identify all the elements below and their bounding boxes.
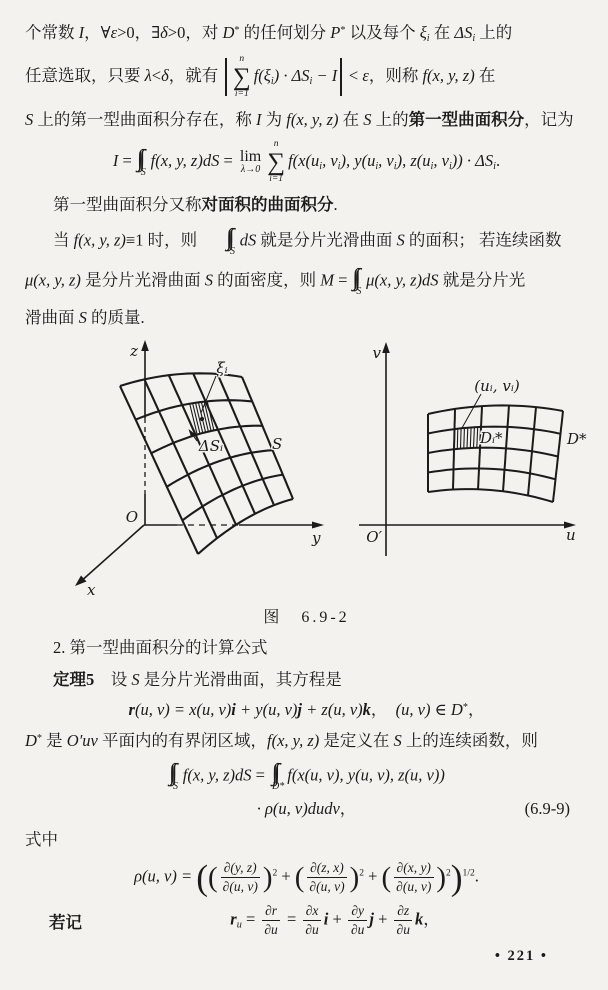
paragraph-line (25, 306, 588, 329)
text-run: f(x(u, v), y(u, v), z(u, v)) (287, 765, 445, 785)
text-run: 设 (94, 669, 132, 689)
text-run: 上的 (371, 110, 409, 130)
text-run: 的面密度，则 (212, 269, 321, 289)
ruo-ji-row (25, 903, 588, 938)
text-run: + (373, 909, 392, 929)
text-run: ， (370, 699, 396, 719)
text-run: i=1 (234, 88, 249, 99)
text-run (240, 149, 261, 175)
text-run: i (426, 33, 430, 45)
text-run: f(x, y, z) (73, 229, 126, 249)
text-run: = (282, 909, 301, 929)
text-run: = (251, 765, 270, 785)
text-run: i (493, 161, 496, 173)
text-run: ∂z (394, 903, 412, 921)
text-run: 在 (338, 110, 364, 130)
text-run: ， (339, 798, 357, 818)
text-run (340, 58, 342, 96)
text-run: I (256, 110, 262, 130)
text-run (225, 58, 227, 96)
text-run: μ(x, y, z) (25, 269, 81, 289)
text-run: λ→0 (240, 164, 261, 176)
text-run: μ(x, y, z)dS (366, 269, 439, 289)
text-run: i (323, 909, 329, 929)
text-run (348, 903, 367, 938)
region-grid-right (428, 405, 563, 502)
figure-6-9-2 (25, 338, 588, 627)
paragraph-line (25, 55, 588, 99)
text-run: 的任何划分 (239, 23, 331, 42)
text-run: 1/2 (462, 866, 475, 878)
text-run: ∑ (232, 63, 251, 91)
text-run: M (320, 269, 334, 289)
text-run: lim (239, 148, 262, 166)
text-run: + (277, 866, 295, 886)
text-run: k (362, 699, 371, 719)
text-run: i (231, 699, 236, 719)
grid-line (470, 427, 471, 448)
text-run: u (236, 919, 242, 931)
text-run: ρ(u, v) = (134, 866, 197, 886)
delta-s-label: ΔSᵢ (198, 436, 224, 455)
text-run: S (78, 307, 87, 327)
region-label-d-star: D* (567, 429, 587, 448)
text-run (220, 860, 261, 895)
text-run (355, 266, 364, 297)
text-run: >0，∃ (117, 23, 161, 42)
text-run: k (414, 909, 424, 929)
text-run: * (36, 732, 43, 744)
text-run: ( (208, 861, 218, 894)
text-run: i (430, 161, 434, 173)
axis-label-v: v (372, 343, 381, 362)
text-run: 滑曲面 (25, 307, 79, 327)
ruo-ji-label (49, 909, 82, 933)
text-run (200, 226, 237, 257)
text-run: ) (349, 861, 360, 894)
text-run: ∂(y, z) (221, 860, 260, 878)
text-run: . (474, 866, 479, 886)
text-run: ∂(u, v) (309, 878, 345, 894)
surface-label-s: S (272, 434, 283, 453)
grid-line (477, 427, 478, 448)
text-run (171, 761, 180, 792)
text-run: 是 (42, 730, 67, 750)
text-run: δ (160, 23, 168, 42)
text-run: O′uv (66, 730, 98, 750)
xi-point (200, 417, 204, 421)
text-run: S (131, 669, 140, 689)
text-run: ，则称 (368, 66, 423, 86)
display-formula-rho (25, 857, 588, 898)
text-run: ε (110, 23, 118, 42)
text-run: 在 (474, 66, 496, 86)
origin-label-right: O′ (366, 527, 382, 546)
text-run: >0，对 (167, 23, 223, 42)
page-number: • 221 • (494, 948, 548, 965)
display-formula-parametric-surface (25, 700, 588, 720)
paragraph-line (25, 828, 588, 851)
text-run: ∂u (264, 922, 278, 938)
text-run: f(ξ (253, 66, 271, 86)
left-arrowheads (75, 340, 324, 586)
text-run: 就是分片光滑曲面 (256, 229, 397, 249)
grid-line (461, 428, 462, 448)
text-run: 平面内的有界闭区域， (97, 730, 268, 750)
text-run: ∂(u, v) (396, 878, 432, 894)
text-run: δ (161, 66, 169, 86)
text-run: r (230, 909, 237, 929)
text-run (267, 140, 285, 184)
text-run: * (234, 24, 240, 36)
text-run: + y(u, v) (235, 699, 298, 719)
text-run: i=1 (269, 173, 284, 184)
text-run: 上的第一型曲面积分存在，称 (33, 110, 256, 130)
text-run: 在 (429, 23, 455, 42)
region-cell-label: Dᵢ* (480, 428, 503, 447)
text-run: D (222, 23, 235, 42)
text-run: , v (433, 151, 449, 171)
text-run: f(x, y, z)dS (150, 151, 220, 171)
text-run: i (393, 161, 397, 173)
text-run: ) (436, 861, 446, 894)
text-run: 个常数 (25, 23, 79, 42)
text-run: (u, v) ∈ D (395, 699, 463, 719)
text-run (261, 903, 280, 938)
axis-label-z: z (130, 341, 138, 360)
text-run: i (375, 161, 379, 173)
figure-drawing (25, 338, 608, 604)
text-run: f(x(u (288, 151, 320, 171)
text-run: = (333, 269, 352, 289)
text-run: dS (239, 229, 257, 249)
text-run: < (344, 66, 363, 86)
text-run: 第一型曲面积分又称 (53, 195, 202, 215)
text-run: S (229, 245, 235, 257)
text-run: i (319, 161, 323, 173)
text-run: j (297, 699, 303, 719)
text-run: f(x, y, z) (422, 66, 475, 86)
grid-line (428, 468, 556, 479)
text-run: 2. 第一型曲面积分的计算公式 (53, 637, 268, 657)
text-run: * (462, 701, 468, 713)
paragraph-line (25, 226, 588, 257)
text-run: S (204, 269, 213, 289)
v-axis-arrow (382, 342, 390, 353)
text-run: ∑ (267, 148, 286, 176)
text-run: S (393, 730, 402, 750)
text-run: , v (322, 151, 338, 171)
z-axis-arrow (141, 340, 149, 351)
display-formula-surface-integral-definition (25, 140, 588, 184)
text-run: ∂(x, y) (394, 860, 434, 878)
axis-label-x: x (87, 580, 96, 599)
text-run: I (78, 23, 85, 42)
text-run: f(x, y, z)dS (182, 765, 252, 785)
text-run: < (151, 66, 162, 86)
text-run: · ρ(u, v)dudv (256, 798, 340, 818)
text-run: ) (262, 861, 273, 894)
text-run: = (241, 909, 260, 929)
text-run: + (328, 909, 346, 929)
text-run: ，就有 (168, 66, 223, 86)
paragraph-line (25, 21, 588, 46)
text-run (302, 903, 321, 938)
text-run: ∂x (303, 903, 322, 921)
grid-line (464, 428, 465, 448)
text-run: i (472, 33, 476, 45)
paragraph-line (25, 729, 588, 752)
display-formula-r-u (82, 903, 588, 938)
text-run: 为 (261, 110, 287, 130)
text-run: f(x, y, z) (267, 730, 320, 750)
text-run: P (330, 23, 341, 42)
shaded-patch-right (457, 427, 477, 449)
text-run: ∂r (262, 903, 280, 921)
grid-line (428, 489, 553, 502)
text-run: ∂u (350, 922, 365, 938)
text-run: I (112, 151, 119, 171)
paragraph-line (25, 193, 588, 216)
text-run: (u, v) = x(u, v) (134, 699, 232, 719)
paragraph-line (25, 108, 588, 131)
text-run: ), z(u (396, 151, 431, 171)
text-run: ∂(z, x) (307, 860, 347, 878)
text-run: i (309, 76, 313, 88)
text-run: 当 (53, 229, 74, 249)
text-run: i (337, 161, 341, 173)
text-run: S (140, 166, 146, 178)
text-run: D* (272, 780, 285, 792)
text-run: ， (423, 909, 440, 929)
grid-line (467, 427, 468, 448)
text-run: 是分片光滑曲面，其方程是 (139, 669, 342, 689)
text-run: 上的 (475, 23, 513, 42)
right-annotations (462, 394, 481, 428)
text-run: 的面积； 若连续函数 (404, 229, 562, 249)
text-run: 式中 (25, 829, 58, 849)
text-run: − I (312, 66, 338, 86)
text-run: ( (196, 857, 209, 898)
text-run: i (270, 76, 274, 88)
text-run: . (333, 195, 338, 215)
axis-label-u: u (566, 525, 576, 544)
text-run: , v (378, 151, 394, 171)
text-run: 2 (272, 866, 278, 878)
text-run: 的质量. (86, 307, 145, 327)
text-run: 2 (445, 866, 451, 878)
text-run: 是定义在 (319, 730, 394, 750)
section-heading (25, 636, 588, 659)
display-formula-6-9-9-line2 (25, 799, 588, 819)
text-run: S (356, 285, 362, 297)
text-run: ), y(u (340, 151, 376, 171)
text-run (393, 860, 434, 895)
text-run: ( (381, 861, 392, 894)
text-run: ∂u (305, 922, 319, 938)
grid-line (453, 409, 455, 490)
text-run: ≡1 时，则 (125, 229, 198, 249)
text-run: ) (450, 857, 463, 898)
text-run: . (495, 151, 501, 171)
uv-point-label: (uᵢ, vᵢ) (474, 376, 520, 395)
text-run (233, 55, 251, 99)
text-run: )) · ΔS (451, 151, 494, 171)
display-formula-6-9-9-line1 (25, 761, 588, 792)
text-run: S (172, 780, 178, 792)
figure-caption: 图 6.9-2 (263, 608, 350, 626)
grid-line (474, 427, 475, 448)
origin-label-left: O (125, 507, 138, 526)
text-run: 任意选取，只要 (25, 66, 145, 86)
text-run (272, 761, 284, 792)
formula-continuation (257, 799, 357, 818)
text-run: D (25, 730, 37, 750)
equation-number: (6.9-9) (524, 798, 570, 818)
text-run: + (363, 866, 382, 886)
grid-line (428, 405, 563, 414)
text-run: ， (467, 699, 485, 719)
text-run: 是分片光滑曲面 (80, 269, 205, 289)
text-run: 若记 (49, 912, 82, 932)
text-run: ξ (419, 23, 427, 42)
text-run: n (273, 139, 279, 150)
xi-label: ξᵢ (216, 358, 228, 377)
grid-line (242, 377, 293, 499)
text-run: ε (362, 66, 369, 86)
text-run: + z(u, v) (302, 699, 363, 719)
text-run: ΔS (454, 23, 473, 42)
text-run: 以及每个 (345, 23, 420, 42)
text-run: = (219, 151, 237, 171)
paragraph-line (25, 266, 588, 297)
text-run: 上的连续函数，则 (401, 730, 538, 750)
text-run: ，记为 (524, 110, 574, 130)
text-run (394, 903, 413, 938)
text-run: ( (294, 861, 305, 894)
text-run: i (448, 161, 452, 173)
text-run: ∂y (348, 903, 367, 921)
text-run: 对面积的曲面积分 (201, 195, 334, 215)
text-run: f(x, y, z) (286, 110, 339, 130)
y-axis-arrow (312, 521, 324, 528)
grid-line (428, 447, 558, 456)
axis-label-y: y (312, 528, 321, 547)
text-run: S (25, 110, 34, 130)
text-run: ，∀ (84, 23, 111, 42)
text-run: 定理5 (53, 669, 95, 689)
theorem-line (25, 668, 588, 691)
text-run: ) · ΔS (273, 66, 310, 86)
text-run: λ (144, 66, 152, 86)
text-run: 第一型曲面积分 (408, 110, 525, 130)
text-run (306, 860, 347, 895)
text-run: = (118, 151, 136, 171)
text-run: r (128, 699, 135, 719)
grid-line (457, 428, 458, 448)
text-run: n (239, 54, 245, 65)
text-run: j (369, 909, 374, 929)
uv-leader-line (462, 394, 481, 428)
text-run: ∂(u, v) (222, 878, 258, 894)
text-run (139, 147, 148, 178)
text-run: * (340, 24, 346, 36)
text-run: 就是分片光 (438, 269, 526, 289)
text-run: 2 (359, 866, 364, 878)
text-run: ∂u (396, 922, 410, 938)
text-run: S (363, 110, 372, 130)
text-run: S (396, 229, 405, 249)
